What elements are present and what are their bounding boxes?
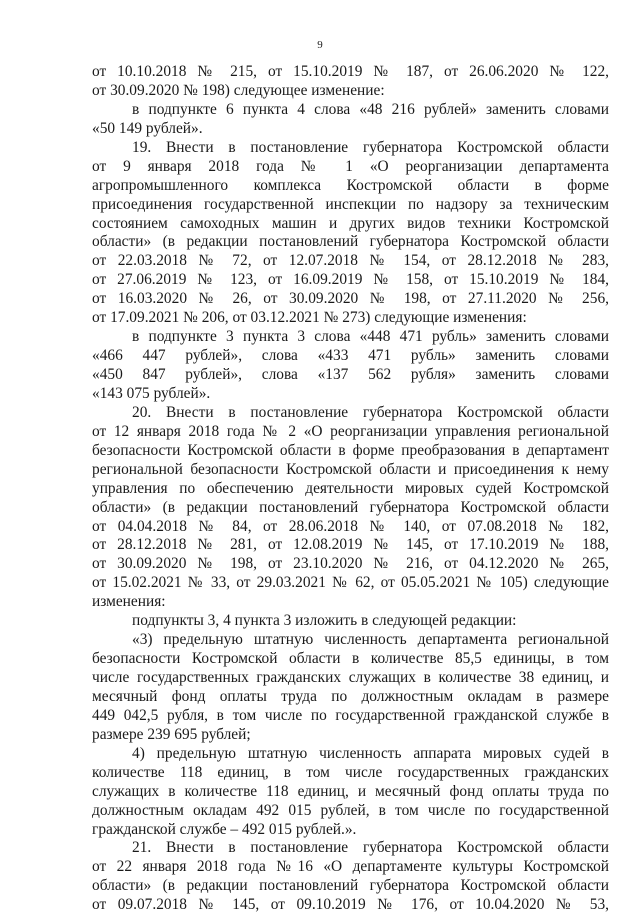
text-line: от 15.02.2021 № 33, от 29.03.2021 № 62, от 05.05.2021 № 105) следующие — [92, 574, 609, 592]
text-line: управления по обеспечению деятельности мировых судей Костромской — [92, 479, 609, 497]
text-line: от 17.09.2021 № 206, от 03.12.2021 № 273) следующие изменения: — [92, 309, 527, 327]
text-line: от 10.10.2018 № 215, от 15.10.2019 № 187, от 26.06.2020 № 122, — [92, 63, 609, 80]
text-line: 449 042,5 рубля, в том числе по государственной гражданской службе в — [92, 706, 609, 724]
text-line: агропромышленного комплекса Костромской области в форме — [92, 176, 609, 194]
text-line: «450 847 рублей», слова «137 562 рубля» заменить словами — [92, 366, 609, 383]
text-line: от 9 января 2018 года № 1 «О реорганизации департамента — [92, 157, 609, 175]
text-line: региональной безопасности Костромской области и присоединения к нему — [92, 460, 609, 478]
text-line: 4) предельную штатную численность аппарата мировых судей в — [132, 744, 609, 762]
text-line: от 27.06.2019 № 123, от 16.09.2019 № 158, от 15.10.2019 № 184, — [92, 271, 609, 289]
text-line: от 22 января 2018 года №16 «О департаменте культуры Костромской — [92, 858, 609, 876]
document-body — [92, 63, 609, 915]
text-line: в подпункте 3 пункта 3 слова «448 471 рубль» заменить словами — [132, 328, 609, 346]
text-line: от 09.07.2018 № 145, от 09.10.2019 № 176, от 10.04.2020 № 53, — [92, 896, 609, 914]
text-line: 21. Внести в постановление губернатора Костромской области — [132, 839, 609, 857]
text-line: от 04.04.2018 № 84, от 28.06.2018 № 140, от 07.08.2018 № 182, — [92, 517, 609, 535]
text-line: в подпункте 6 пункта 4 слова «48 216 рублей» заменить словами — [132, 100, 609, 118]
text-line: гражданской службе – 492 015 рублей.». — [92, 820, 357, 838]
text-line: должностным окладам 492 015 рублей, в том числе по государственной — [92, 801, 609, 819]
text-line: от 22.03.2018 № 72, от 12.07.2018 № 154, от 28.12.2018 № 283, — [92, 252, 609, 270]
text-line: «3) предельную штатную численность департамента региональной — [132, 631, 609, 649]
text-line: размере 239 695 рублей; — [92, 725, 251, 743]
text-line: от 30.09.2020 № 198, от 23.10.2020 № 216, от 04.12.2020 № 265, — [92, 555, 609, 573]
text-line: от 16.03.2020 № 26, от 30.09.2020 № 198, от 27.11.2020 № 256, — [92, 290, 609, 308]
text-line: области» (в редакции постановлений губернатора Костромской области — [92, 877, 609, 895]
text-line: области» (в редакции постановлений губернатора Костромской области — [92, 498, 609, 516]
text-line: присоединения государственной инспекции по надзору за техническим — [92, 195, 609, 213]
text-line: от 30.09.2020 № 198) следующее изменение: — [92, 81, 385, 99]
text-line: количестве 118 единиц, в том числе государственных гражданских — [92, 763, 609, 781]
text-line: месячный фонд оплаты труда по должностным окладам в размере — [92, 687, 609, 705]
text-line: служащих в количестве 118 единиц, и месячный фонд оплаты труда по — [92, 782, 609, 800]
text-line: «50 149 рублей». — [92, 119, 203, 137]
text-line: «466 447 рублей», слова «433 471 рубль» заменить словами — [92, 347, 609, 365]
text-line: числе государственных гражданских служащих в количестве 38 единиц, и — [92, 669, 609, 686]
page-number: 9 — [317, 39, 323, 51]
text-line: «143 075 рублей». — [92, 384, 211, 402]
text-line: 20. Внести в постановление губернатора Костромской области — [132, 403, 609, 421]
text-line: состоянием самоходных машин и других видов техники Костромской — [92, 214, 609, 232]
text-line: от 28.12.2018 № 281, от 12.08.2019 № 145, от 17.10.2019 № 188, — [92, 536, 609, 554]
text-line: безопасности Костромской области в количестве 85,5 единицы, в том — [92, 650, 609, 668]
text-line: безопасности Костромской области в форме преобразования в департамент — [92, 441, 609, 459]
text-line: подпункты 3, 4 пункта 3 изложить в следующей редакции: — [132, 612, 517, 630]
text-line: области» (в редакции постановлений губернатора Костромской области — [92, 233, 609, 251]
text-line: 19. Внести в постановление губернатора Костромской области — [132, 138, 609, 156]
text-line: изменения: — [92, 593, 166, 611]
text-line: от 12 января 2018 года № 2 «О реорганизации управления региональной — [92, 422, 609, 440]
